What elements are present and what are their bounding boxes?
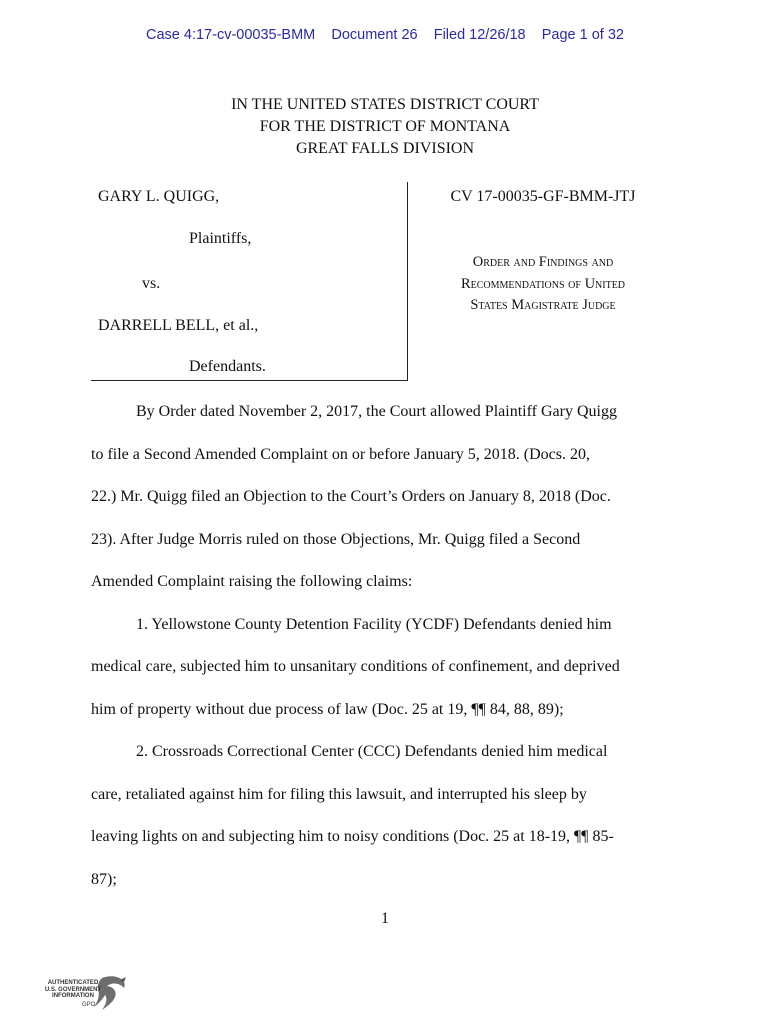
document-title-line-1: Order and Findings and (472, 254, 614, 270)
case-number: CV 17-00035-GF-BMM-JTJ (450, 188, 636, 205)
case-caption-parties (91, 182, 408, 381)
gpo-label: GPO (82, 1002, 96, 1008)
gpo-seal-line-3: INFORMATION (52, 993, 94, 999)
body-line: medical care, subjected him to unsanitary conditions of confinement, and deprived (91, 658, 620, 675)
body-line: to file a Second Amended Complaint on or before January 5, 2018. (Docs. 20, (91, 446, 590, 463)
plaintiff-name: GARY L. QUIGG, (98, 188, 220, 205)
body-line: 2. Crossroads Correctional Center (CCC) Defendants denied him medical (136, 743, 608, 760)
document-title (408, 252, 678, 317)
court-line-1: IN THE UNITED STATES DISTRICT COURT (231, 96, 539, 113)
court-line-2: FOR THE DISTRICT OF MONTANA (259, 118, 511, 135)
court-heading (0, 94, 770, 160)
body-line: By Order dated November 2, 2017, the Court allowed Plaintiff Gary Quigg (136, 403, 617, 420)
gpo-seal-line-2: U.S. GOVERNMENT (44, 986, 102, 993)
gpo-seal-line-1: AUTHENTICATED (47, 980, 99, 986)
body-line: 1. Yellowstone County Detention Facility (YCDF) Defendants denied him (136, 616, 612, 633)
body-line: 23). After Judge Morris ruled on those Objections, Mr. Quigg filed a Second (91, 531, 581, 548)
case-header-stamp: Case 4:17-cv-00035-BMM Document 26 Filed 12/26/18 Page 1 of 32 (146, 27, 624, 43)
plaintiff-role: Plaintiffs, (189, 230, 252, 247)
page-number: 1 (381, 910, 389, 927)
body-line: him of property without due process of law (Doc. 25 at 19, ¶¶ 84, 88, 89); (91, 701, 564, 718)
document-title-line-3: States Magistrate Judge (470, 297, 616, 313)
court-line-3: GREAT FALLS DIVISION (295, 140, 475, 157)
defendant-name: DARRELL BELL, et al., (98, 317, 259, 334)
body-line: Amended Complaint raising the following claims: (91, 573, 413, 590)
versus-label: vs. (142, 275, 161, 292)
body-line: 22.) Mr. Quigg filed an Objection to the Court’s Orders on January 8, 2018 (Doc. (91, 488, 611, 505)
body-line: 87); (91, 871, 117, 888)
gpo-authentication-seal (40, 974, 130, 1016)
gpo-seal-text (40, 980, 106, 1000)
body-line: leaving lights on and subjecting him to noisy conditions (Doc. 25 at 18-19, ¶¶ 85- (91, 828, 614, 845)
document-title-line-2: Recommendations of United (460, 275, 626, 292)
body-line: care, retaliated against him for filing this lawsuit, and interrupted his sleep by (91, 786, 587, 803)
defendant-role: Defendants. (189, 358, 266, 375)
